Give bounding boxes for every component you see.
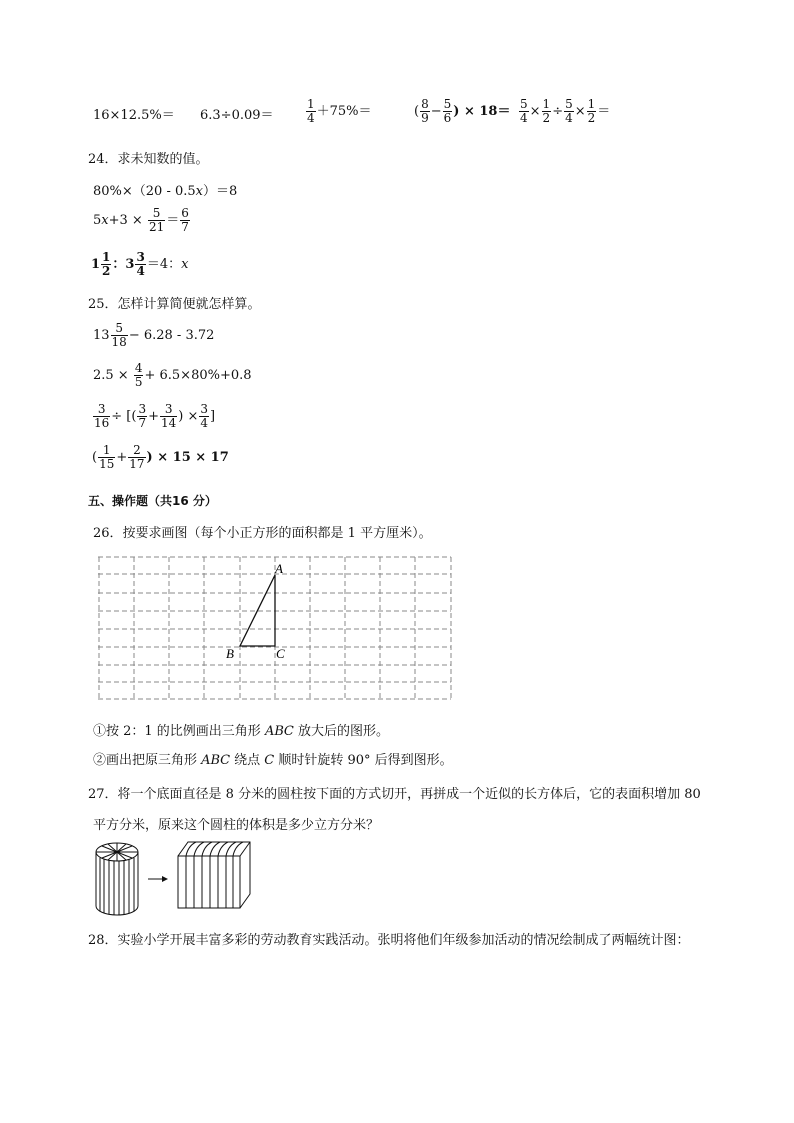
vertex-c-label: C — [276, 646, 285, 661]
fraction: $\frac{3}{4}$ — [136, 250, 145, 278]
q25-expr-1: 13 $\frac{5}{18}$ − 6.28 - 3.72 — [93, 321, 215, 349]
vertex-b-label: B — [226, 646, 234, 661]
fraction: $\frac{3}{4}$ — [200, 402, 209, 430]
q25-expr-3: $\frac{3}{16}$ ÷ [( $\frac{3}{7}$ + $\frac{3}{14}$ ) × $\frac{3}{4}$ ] — [94, 402, 216, 430]
fraction: $\frac{4}{5}$ — [134, 361, 143, 389]
fraction: $\frac{1}{2}$ — [102, 250, 111, 278]
q27-text-line-1: 27．将一个底面直径是 8 分米的圆柱按下面的方式切开，再拼成一个近似的长方体后，它的表面积增加 80 — [88, 787, 701, 802]
fraction: $\frac{5}{4}$ — [520, 97, 528, 125]
q24-equation-1: 80%×（20 - 0.5𝑥）＝8 — [93, 184, 238, 199]
fraction: $\frac{1}{2}$ — [542, 97, 551, 125]
fraction: $\frac{6}{7}$ — [181, 206, 189, 234]
q26-item-1: ①按 2：1 的比例画出三角形 𝐴𝐵𝐶 放大后的图形。 — [93, 724, 389, 739]
fraction: $\frac{5}{18}$ — [111, 321, 127, 349]
fraction: $\frac{2}{17}$ — [129, 443, 145, 471]
q24-title: 24．求未知数的值。 — [88, 152, 209, 167]
q25-expr-2: 2.5 × $\frac{4}{5}$ + 6.5×80%+0.8 — [93, 361, 252, 389]
calc-expr-2: 6.3÷0.09＝ — [200, 108, 274, 123]
q26-item-2: ②画出把原三角形 𝐴𝐵𝐶 绕点 𝐶 顺时针旋转 90° 后得到图形。 — [93, 753, 453, 768]
grid-figure — [96, 553, 456, 703]
calc-expr-5: $\frac{5}{4}$ × $\frac{1}{2}$ ÷ $\frac{5}{4}$ × $\frac{1}{2}$ ＝ — [520, 97, 611, 125]
q26-title: 26．按要求画图（每个小正方形的面积都是 1 平方厘米）。 — [93, 526, 432, 541]
fraction: $\frac{3}{7}$ — [138, 402, 147, 430]
fraction: $\frac{5}{6}$ — [443, 97, 452, 125]
fraction: $\frac{1}{4}$ — [307, 97, 315, 125]
calc-expr-3: $\frac{1}{4}$ ＋75%＝ — [307, 97, 372, 125]
fraction: $\frac{3}{16}$ — [94, 402, 110, 430]
fraction: $\frac{1}{2}$ — [587, 97, 596, 125]
q25-expr-4: ( $\frac{1}{15}$ + $\frac{2}{17}$ ) × 15 × 17 — [92, 443, 229, 471]
fraction: $\frac{3}{14}$ — [161, 402, 177, 430]
q25-title: 25．怎样计算简便就怎样算。 — [88, 297, 261, 312]
fraction: $\frac{8}{9}$ — [421, 97, 429, 125]
fraction: $\frac{1}{15}$ — [99, 443, 115, 471]
q24-equation-3: 1 $\frac{1}{2}$ ：3 $\frac{3}{4}$ ＝4：𝑥 — [91, 250, 189, 278]
fraction: $\frac{5}{4}$ — [565, 97, 573, 125]
vertex-a-label: A — [275, 561, 283, 576]
q28-text: 28．实验小学开展丰富多彩的劳动教育实践活动。张明将他们年级参加活动的情况绘制成了两幅统计图： — [88, 933, 690, 948]
q24-equation-2: 5𝑥+3 × $\frac{5}{21}$ ＝ $\frac{6}{7}$ — [93, 206, 189, 234]
cylinder-to-cuboid-figure — [88, 836, 268, 920]
section-5-title: 五、操作题（共16 分） — [88, 494, 217, 508]
calc-expr-4: ( $\frac{8}{9}$ − $\frac{5}{6}$ ) × 18＝ — [414, 97, 511, 125]
q27-text-line-2: 平方分米，原来这个圆柱的体积是多少立方分米？ — [93, 818, 380, 833]
calc-expr-1: 16×12.5%＝ — [93, 108, 175, 123]
fraction: $\frac{5}{21}$ — [148, 206, 165, 234]
